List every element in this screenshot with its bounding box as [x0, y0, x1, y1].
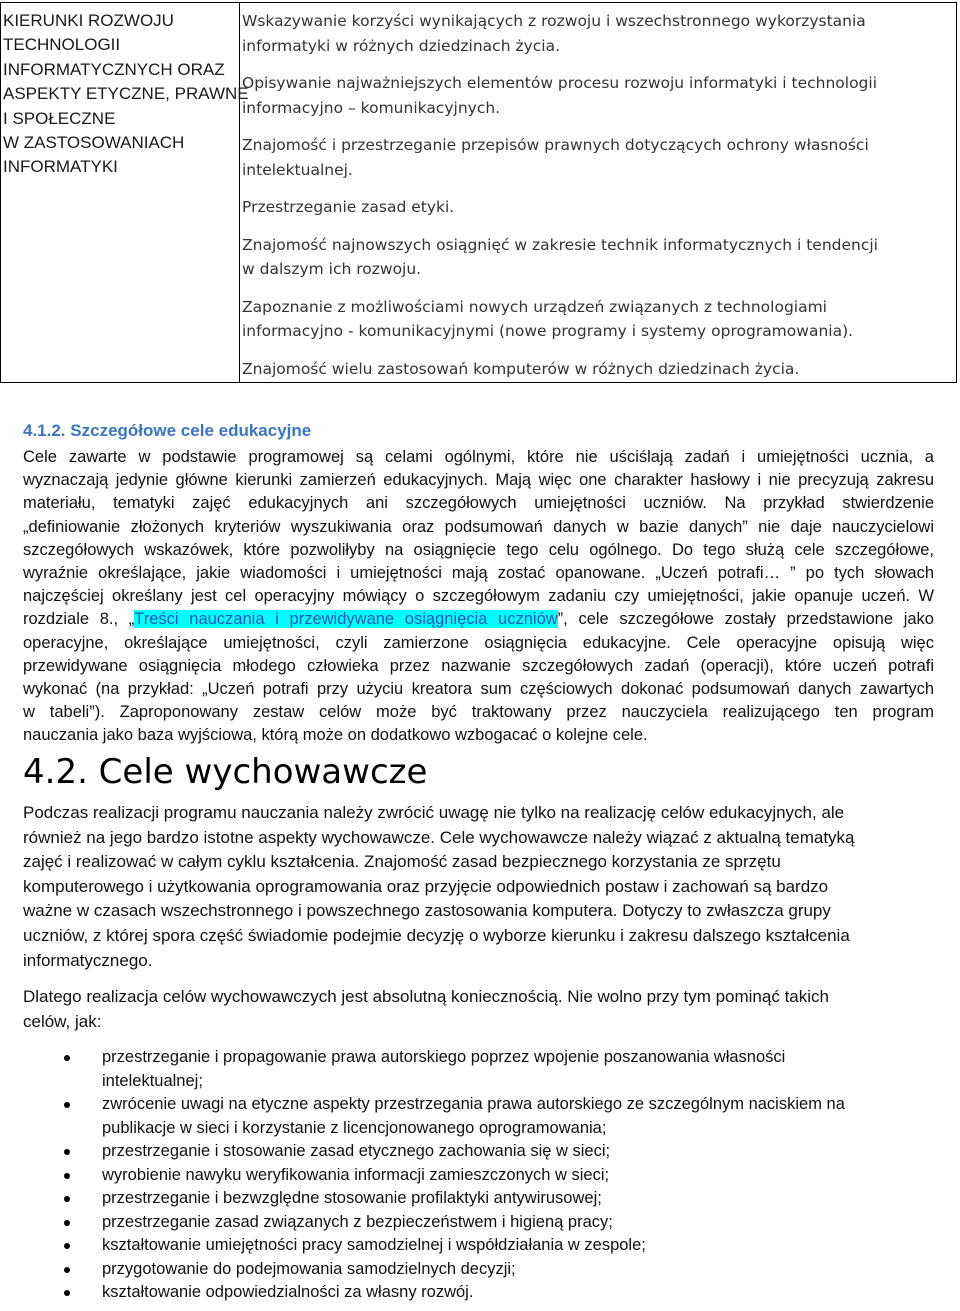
list-item-line: przestrzeganie i stosowanie zasad etycznego zachowania się w sieci; — [102, 1142, 611, 1160]
list-item — [62, 1140, 942, 1164]
list-item — [62, 1187, 942, 1211]
objective-item — [242, 9, 956, 58]
list-item — [62, 1281, 942, 1305]
objective-item — [242, 295, 956, 344]
paragraph-line: Dlatego realizacja celów wychowawczych jest absolutną koniecznością. Nie wolno przy tym pominąć takich — [23, 987, 829, 1006]
topic-table — [0, 2, 957, 383]
list-item — [62, 1211, 942, 1235]
list-item-line: przestrzeganie i bezwzględne stosowanie profilaktyki antywirusowej; — [102, 1189, 602, 1207]
paragraph-line: wyraźnie określające, jakie wiadomości i umiejętności mają zostać opanowane. „Uczeń potrafi… ” po tych słowach — [23, 564, 934, 583]
detailed-goals-paragraph — [23, 446, 934, 748]
goals-bullet-list — [62, 1046, 942, 1305]
section-title: Szczegółowe cele edukacyjne — [70, 421, 312, 440]
chapter-reference-link[interactable]: Treści nauczania i przewidywane osiągnięcia uczniów — [134, 610, 558, 629]
topic-line: INFORMATYKI — [3, 157, 118, 177]
objective-line: Przestrzeganie zasad etyki. — [242, 198, 455, 216]
objective-line: w dalszym ich rozwoju. — [242, 260, 422, 278]
paragraph-line: Cele zawarte w podstawie programowej są celami ogólnymi, które nie uściślają zadań i umiejętności ucznia, a — [23, 448, 934, 466]
bullet-icon — [64, 1102, 70, 1108]
paragraph-line: „definiowanie złożonych kryteriów wyszukiwania oraz podsumowań danych w bazie danych” nie daje nauczycielowi — [23, 517, 934, 536]
paragraph-line: zajęć i realizować w całym cyklu kształcenia. Znajomość zasad bezpiecznego korzystania ze sprzętu — [23, 852, 781, 872]
list-item — [62, 1046, 942, 1093]
list-item-line: przestrzeganie zasad związanych z bezpieczeństwem i higieną pracy; — [102, 1212, 613, 1231]
objective-line: Znajomość najnowszych osiągnięć w zakresie technik informatycznych i tendencji — [242, 235, 878, 254]
text-run: ”, cele szczegółowe zostały przedstawione jako — [557, 610, 934, 629]
objective-line: intelektualnej. — [242, 160, 353, 179]
paragraph-line: również na jego bardzo istotne aspekty wychowawcze. Cele wychowawcze należy wiązać z aktualną tematyką — [23, 827, 855, 847]
topic-cell — [1, 3, 249, 382]
section-heading-4-1-2 — [23, 421, 311, 441]
section-number: 4.1.2. — [23, 421, 66, 440]
topic-line: W ZASTOSOWANIACH — [3, 133, 185, 153]
paragraph-line: materiału, tematyki zajęć edukacyjnych ani szczegółowych umiejętności uczniów. Na przykład stwierdzenie — [23, 494, 934, 513]
objective-line: Znajomość i przestrzeganie przepisów prawnych dotyczących ochrony własności — [242, 136, 869, 154]
objective-line: Wskazywanie korzyści wynikających z rozwoju i wszechstronnego wykorzystania — [242, 12, 866, 30]
bullet-icon — [64, 1267, 70, 1273]
paragraph-line: uczniów, z której spora część świadomie podejmie decyzję o wyborze kierunku i zakresu dalszego kształcenia — [23, 925, 850, 945]
paragraph-line: najczęściej określany jest cel operacyjny mówiący o szczegółowym zadaniu czy umiejętności, jakie opanuje uczeń. W — [23, 587, 934, 606]
objective-line: informacyjno – komunikacyjnych. — [242, 98, 501, 117]
paragraph-line — [23, 608, 934, 631]
topic-line: INFORMATYCZNYCH ORAZ — [3, 59, 225, 79]
bullet-icon — [64, 1196, 70, 1202]
paragraph-line: szczegółowych wskazówek, które pozwoliłyby na osiągnięcie tego celu ogólnego. Do tego służą cele szczegółowe, — [23, 540, 934, 559]
list-item-line: publikacje w sieci i korzystanie z licencjonowanego oprogramowania; — [102, 1118, 607, 1137]
topic-line: KIERUNKI ROZWOJU — [3, 11, 174, 30]
topic-line: ASPEKTY ETYCZNE, PRAWNE — [3, 84, 249, 104]
bullet-icon — [64, 1055, 70, 1061]
paragraph-line: informatycznego. — [23, 950, 153, 970]
paragraph-line: ważne w czasach wszechstronnego i powszechnego zastosowania komputera. Dotyczy to zwłaszcza grupy — [23, 901, 831, 921]
objective-line: informatyki w różnych dziedzinach życia. — [242, 36, 561, 55]
objective-item — [242, 195, 956, 220]
objective-item — [242, 233, 956, 282]
paragraph-line: przewidywane osiągnięcia młodego człowieka przez nazwanie szczegółowych zadań (operacji), które uczeń potrafi — [23, 656, 934, 675]
list-item-line: przestrzeganie i propagowanie prawa autorskiego poprzez wpojenie poszanowania własności — [102, 1048, 786, 1066]
objective-line: Opisywanie najważniejszych elementów procesu rozwoju informatyki i technologii — [242, 74, 878, 92]
paragraph-line: Podczas realizacji programu nauczania należy zwrócić uwagę nie tylko na realizację celów edukacyjnych, ale — [23, 803, 845, 822]
bullet-icon — [64, 1220, 70, 1226]
topic-line: I SPOŁECZNE — [3, 108, 116, 128]
list-item-line: zwrócenie uwagi na etyczne aspekty przestrzegania prawa autorskiego ze szczególnym naciskiem na — [102, 1095, 845, 1113]
objective-line: Znajomość wielu zastosowań komputerów w różnych dziedzinach życia. — [242, 359, 800, 378]
list-item — [62, 1093, 942, 1140]
bullet-icon — [64, 1149, 70, 1155]
bullet-icon — [64, 1173, 70, 1179]
list-item-line: intelektualnej; — [102, 1071, 203, 1090]
objectives-cell — [240, 3, 956, 382]
bullet-icon — [64, 1243, 70, 1249]
objective-item — [242, 133, 956, 182]
paragraph-line: celów, jak: — [23, 1011, 102, 1031]
paragraph-line: wykonać (na przykład: „Uczeń potrafi przy użyciu kreatora sum częściowych dokonać podsumowań danych zawartych — [23, 680, 934, 699]
objective-item — [242, 357, 956, 382]
intro-paragraph — [23, 985, 933, 1034]
objective-line: informacyjno - komunikacyjnymi (nowe programy i systemy oprogramowania). — [242, 322, 854, 340]
objective-line: Zapoznanie z możliwościami nowych urządzeń związanych z technologiami — [242, 297, 827, 316]
section-heading-4-2: 4.2. Cele wychowawcze — [23, 752, 428, 792]
paragraph-line: komputerowego i użytkowania oprogramowania oraz przyjęcie odpowiednich postaw i zachowań są bardzo — [23, 876, 829, 896]
list-item-line: przygotowanie do podejmowania samodzielnych decyzji; — [102, 1259, 516, 1278]
bullet-icon — [64, 1290, 70, 1296]
list-item-line: wyrobienie nawyku weryfikowania informacji zamieszczonych w sieci; — [102, 1165, 610, 1184]
paragraph-line: operacyjne, określające umiejętności, czyli zamierzone osiągnięcia edukacyjne. Cele operacyjne opisują więc — [23, 633, 934, 652]
paragraph-line: w tabeli”). Zaproponowany zestaw celów może być traktowany przez nauczyciela realizującego ten program — [23, 703, 934, 722]
list-item — [62, 1258, 942, 1282]
paragraph-line: nauczania jako baza wyjściowa, którą może on dodatkowo wzbogacać o kolejne cele. — [23, 726, 648, 745]
list-item-line: kształtowanie odpowiedzialności za własny rozwój. — [102, 1283, 474, 1301]
list-item — [62, 1234, 942, 1258]
educational-goals-paragraph — [23, 801, 933, 973]
text-run: rozdziale 8., „ — [23, 610, 135, 629]
objective-item — [242, 71, 956, 120]
paragraph-line: wyznaczają jedynie główne kierunki zamierzeń edukacyjnych. Mają więc one charakter hasłowy i nie precyzują zakresu — [23, 471, 934, 490]
list-item-line: kształtowanie umiejętności pracy samodzielnej i współdziałania w zespole; — [102, 1236, 646, 1254]
topic-line: TECHNOLOGII — [3, 35, 121, 55]
list-item — [62, 1164, 942, 1188]
